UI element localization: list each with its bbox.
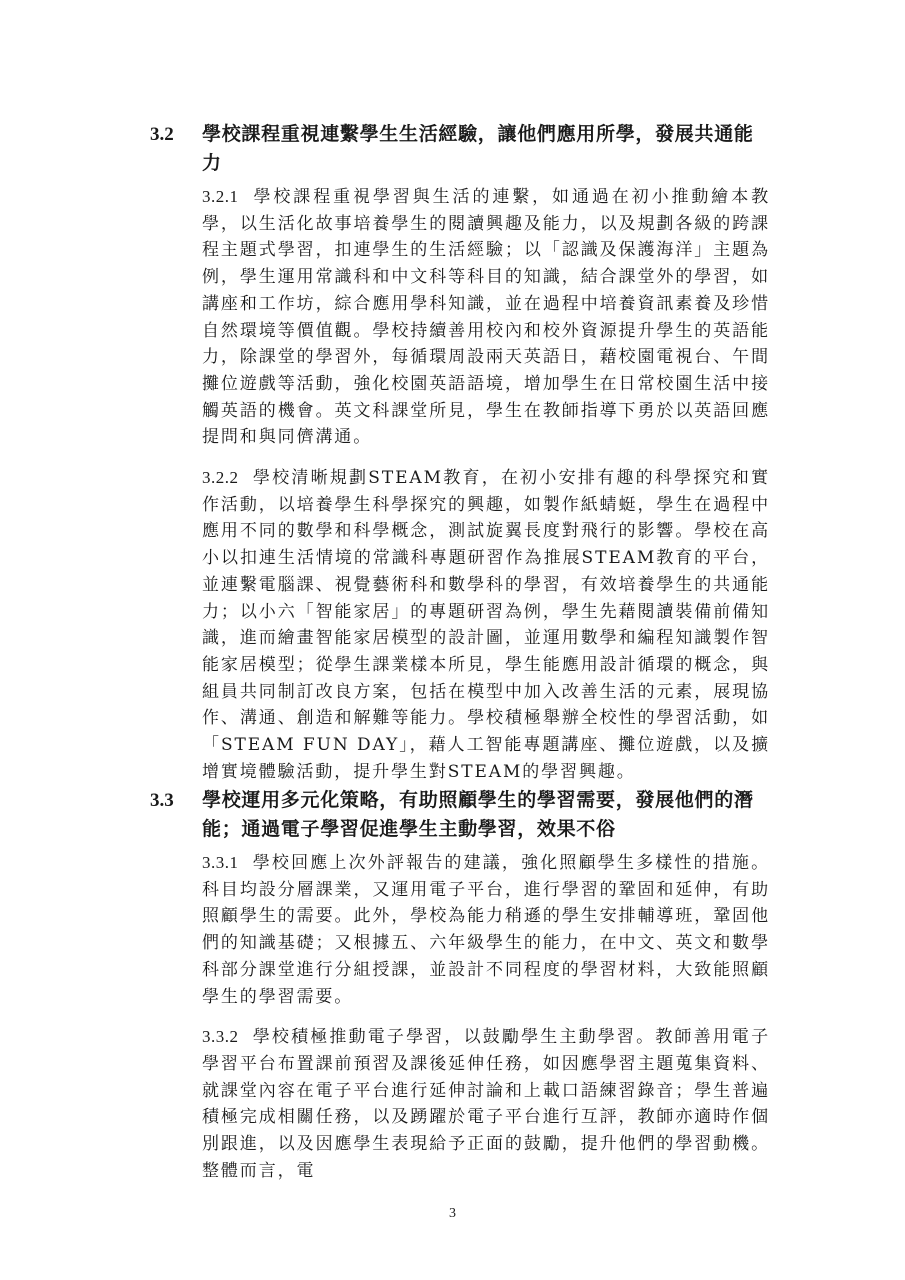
paragraph-number: 3.3.2 (202, 1027, 239, 1047)
paragraph-text: 學校積極推動電子學習，以鼓勵學生主動學習。教師善用電子學習平台布置課前預習及課後延伸任務，如因應學習主題蒐集資料、就課堂內容在電子平台進行延伸討論和上載口語練習錄音；學生普遍積極完成相關任務，以及踴躍於電子平台進行互評，教師亦適時作個別跟進，以及因應學生表現給予正面的鼓勵，提升他們的學習動機。整體而言，電 (202, 1027, 770, 1181)
paragraph-text: 學校清晰規劃STEAM教育，在初小安排有趣的科學探究和實作活動，以培養學生科學探究的興趣，如製作紙蜻蜓，學生在過程中應用不同的數學和科學概念，測試旋翼長度對飛行的影響。學校在高小以扣連生活情境的常識科專題研習作為推展STEAM教育的平台，並連繫電腦課、視覺藝術科和數學科的學習，有效培養學生的共通能力；以小六「智能家居」的專題研習為例，學生先藉閱讀裝備前備知識，進而繪畫智能家居模型的設計圖，並運用數學和編程知識製作智能家居模型；從學生課業樣本所見，學生能應用設計循環的概念，與組員共同制訂改良方案，包括在模型中加入改善生活的元素，展現協作、溝通、創造和解難等能力。學校積極舉辦全校性的學習活動，如「STEAM FUN DAY」，藉人工智能專題講座、攤位遊戲，以及擴增實境體驗活動，提升學生對STEAM的學習興趣。 (202, 468, 770, 782)
section-number: 3.3 (150, 790, 174, 811)
paragraph-text: 學校課程重視學習與生活的連繫，如通過在初小推動繪本教學，以生活化故事培養學生的閱讀興趣及能力，以及規劃各級的跨課程主題式學習，扣連學生的生活經驗；以「認識及保護海洋」主題為例，學生運用常識科和中文科等科目的知識，結合課堂外的學習，如講座和工作坊，綜合應用學科知識，並在過程中培養資訊素養及珍惜自然環境等價值觀。學校持續善用校內和校外資源提升學生的英語能力，除課堂的學習外，每循環周設兩天英語日，藉校園電視台、午間攤位遊戲等活動，強化校園英語語境，增加學生在日常校園生活中接觸英語的機會。英文科課堂所見，學生在教師指導下勇於以英語回應提問和與同儕溝通。 (202, 187, 770, 448)
section-heading: 學校運用多元化策略，有助照顧學生的學習需要，發展他們的潛能；通過電子學習促進學生主動學習，效果不俗 (202, 789, 754, 840)
section-3-2 (150, 120, 770, 785)
paragraph-text: 學校回應上次外評報告的建議，強化照顧學生多樣性的措施。科目均設分層課業，又運用電子平台，進行學習的鞏固和延伸，有助照顧學生的需要。此外，學校為能力稍遜的學生安排輔導班，鞏固他們的知識基礎；又根據五、六年級學生的能力，在中文、英文和數學科部分課堂進行分組授課，並設計不同程度的學習材料，大致能照顧學生的學習需要。 (202, 853, 770, 1007)
paragraph-3-3-2 (202, 1024, 770, 1184)
paragraph-number: 3.2.1 (202, 187, 239, 206)
paragraph-number: 3.3.1 (202, 853, 239, 872)
paragraph-3-2-2 (202, 465, 770, 785)
paragraph-number: 3.2.2 (202, 468, 239, 488)
paragraph-3-2-1 (202, 184, 770, 451)
section-number: 3.2 (150, 124, 174, 145)
page-number: 3 (449, 1206, 456, 1221)
section-3-3 (150, 786, 770, 1184)
paragraph-3-3-1 (202, 850, 770, 1010)
section-heading: 學校課程重視連繫學生生活經驗，讓他們應用所學，發展共通能力 (202, 123, 754, 174)
